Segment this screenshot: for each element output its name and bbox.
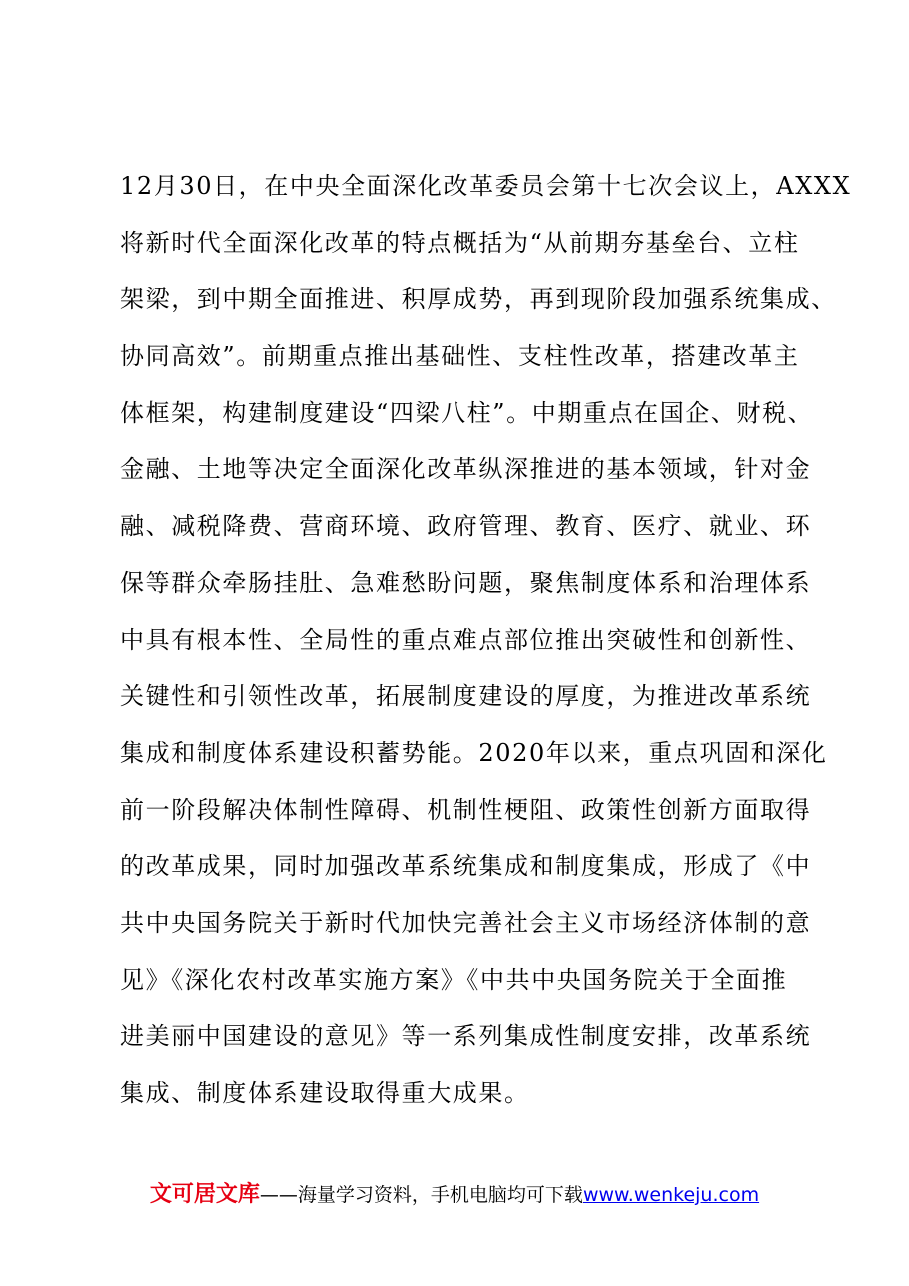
text-line: 集成和制度体系建设积蓄势能。2020年以来，重点巩固和深化: [120, 738, 828, 767]
text-line: 协同高效”。前期重点推出基础性、支柱性改革，搭建改革主: [120, 342, 800, 371]
text-line: 融、减税降费、营商环境、政府管理、教育、医疗、就业、环: [120, 512, 812, 541]
text-line: 中具有根本性、全局性的重点难点部位推出突破性和创新性、: [120, 625, 812, 654]
footer-slogan: ——海量学习资料，手机电脑均可下载: [259, 1184, 583, 1206]
footer-banner: [0, 1180, 909, 1210]
text-line: 12月30日，在中央全面深化改革委员会第十七次会议上，AXXX: [120, 172, 852, 200]
text-line: 保等群众牵肠挂肚、急难愁盼问题，聚焦制度体系和治理体系: [120, 568, 812, 597]
text-line: 见》《深化农村改革实施方案》《中共中央国务院关于全面推: [120, 965, 788, 994]
text-line: 集成、制度体系建设取得重大成果。: [120, 1079, 530, 1107]
text-line: 共中央国务院关于新时代加快完善社会主义市场经济体制的意: [120, 908, 812, 937]
text-line: 金融、土地等决定全面深化改革纵深推进的基本领域，针对金: [120, 455, 812, 484]
text-line: 进美丽中国建设的意见》等一系列集成性制度安排，改革系统: [120, 1022, 812, 1051]
footer-website-link[interactable]: www.wenkeju.com: [582, 1184, 760, 1206]
text-line: 架梁，到中期全面推进、积厚成势，再到现阶段加强系统集成、: [120, 285, 837, 314]
body-paragraph: [120, 158, 852, 1122]
text-line: 前一阶段解决体制性障碍、机制性梗阻、政策性创新方面取得: [120, 795, 812, 824]
text-line: 体框架，构建制度建设“四梁八柱”。中期重点在国企、财税、: [120, 398, 814, 427]
text-line: 的改革成果，同时加强改革系统集成和制度集成，形成了《中: [120, 852, 812, 881]
text-line: 关键性和引领性改革，拓展制度建设的厚度，为推进改革系统: [120, 682, 812, 711]
footer-brand: 文可居文库: [149, 1182, 260, 1207]
text-line: 将新时代全面深化改革的特点概括为“从前期夯基垒台、立柱: [120, 228, 800, 257]
